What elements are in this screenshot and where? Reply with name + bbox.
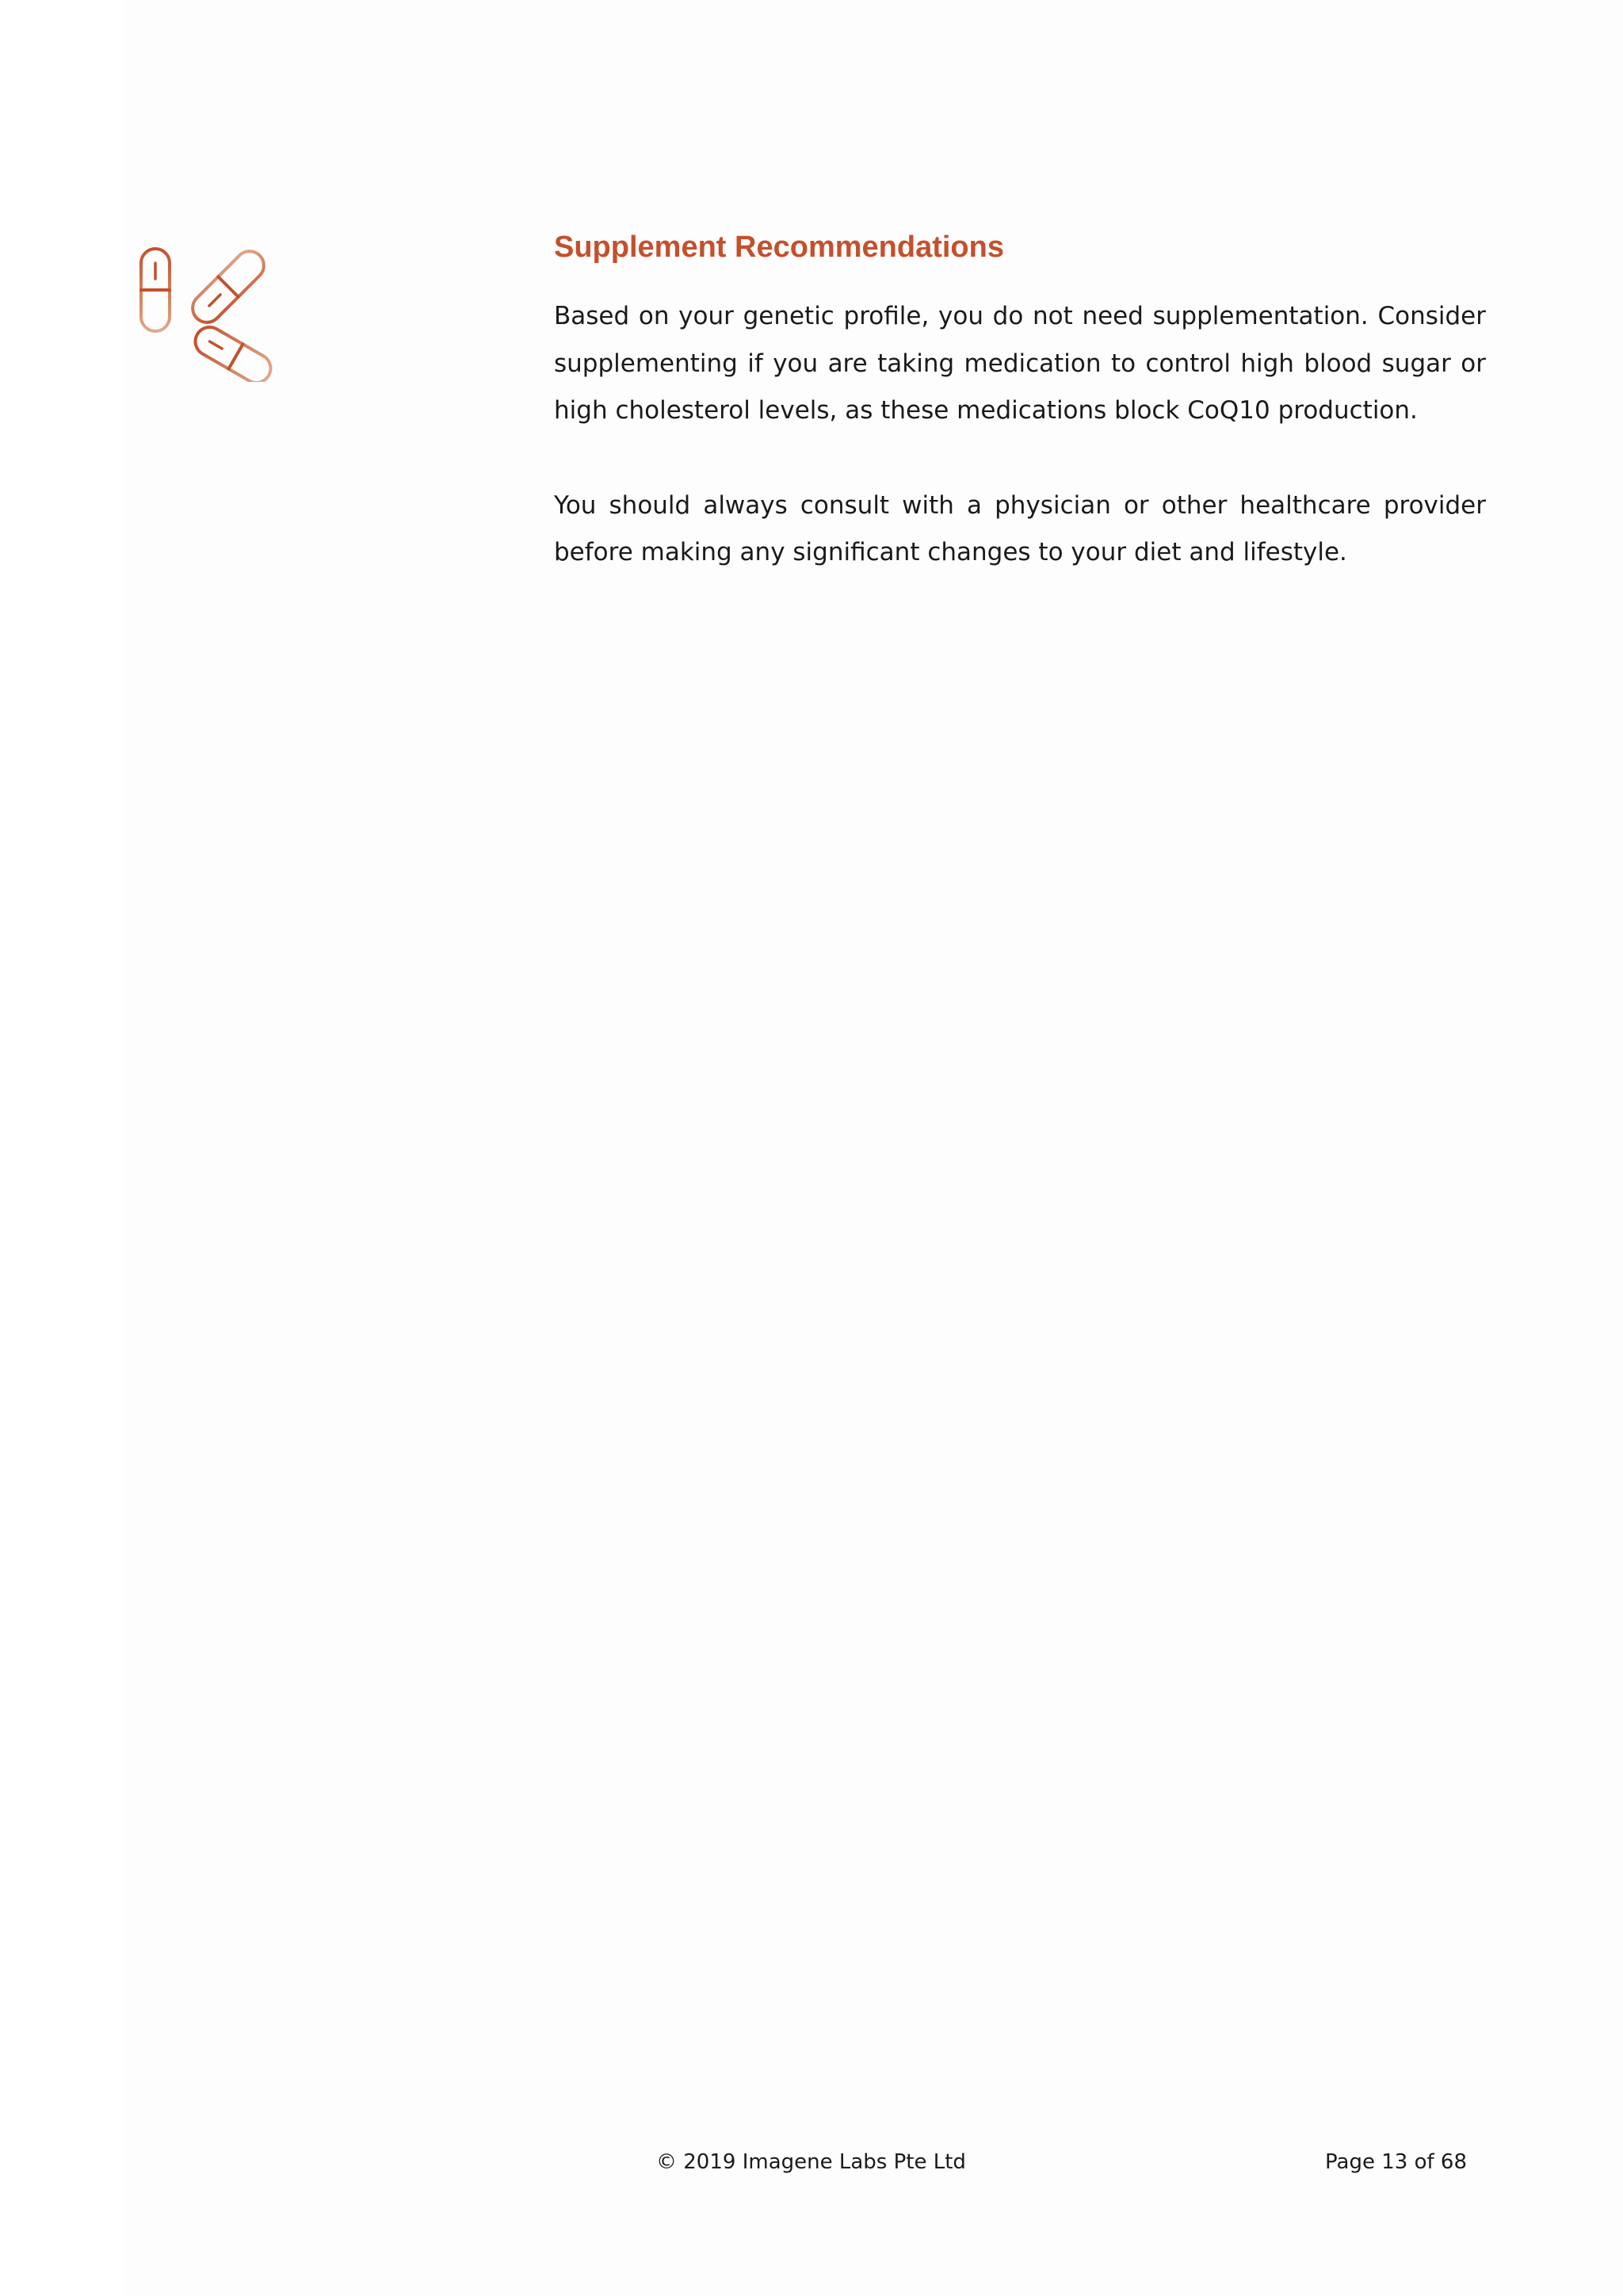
footer-copyright: © 2019 Imagene Labs Pte Ltd	[656, 2150, 966, 2174]
section-paragraph-1: Based on your genetic profile, you do not need supplementation. Consider supplementing if you are taking medication to control high blood sugar or high cholesterol levels, as these medications block CoQ10 production.	[554, 302, 1486, 425]
pills-icon	[127, 223, 285, 382]
capsule-diagonal-bottom	[190, 322, 276, 382]
capsule-vertical	[141, 249, 170, 331]
page-current: 13	[1381, 2150, 1408, 2174]
page-total: 68	[1440, 2150, 1467, 2174]
section-paragraph-2: You should always consult with a physician or other healthcare provider before making any significant changes to your diet and lifestyle.	[554, 490, 1486, 566]
capsule-diagonal-top	[187, 246, 270, 329]
section-title: Supplement Recommendations	[554, 231, 1004, 264]
supplement-section	[554, 223, 1486, 577]
page-of: of	[1414, 2150, 1434, 2174]
footer-page-number	[1325, 2149, 1467, 2176]
page-label: Page	[1325, 2150, 1375, 2174]
